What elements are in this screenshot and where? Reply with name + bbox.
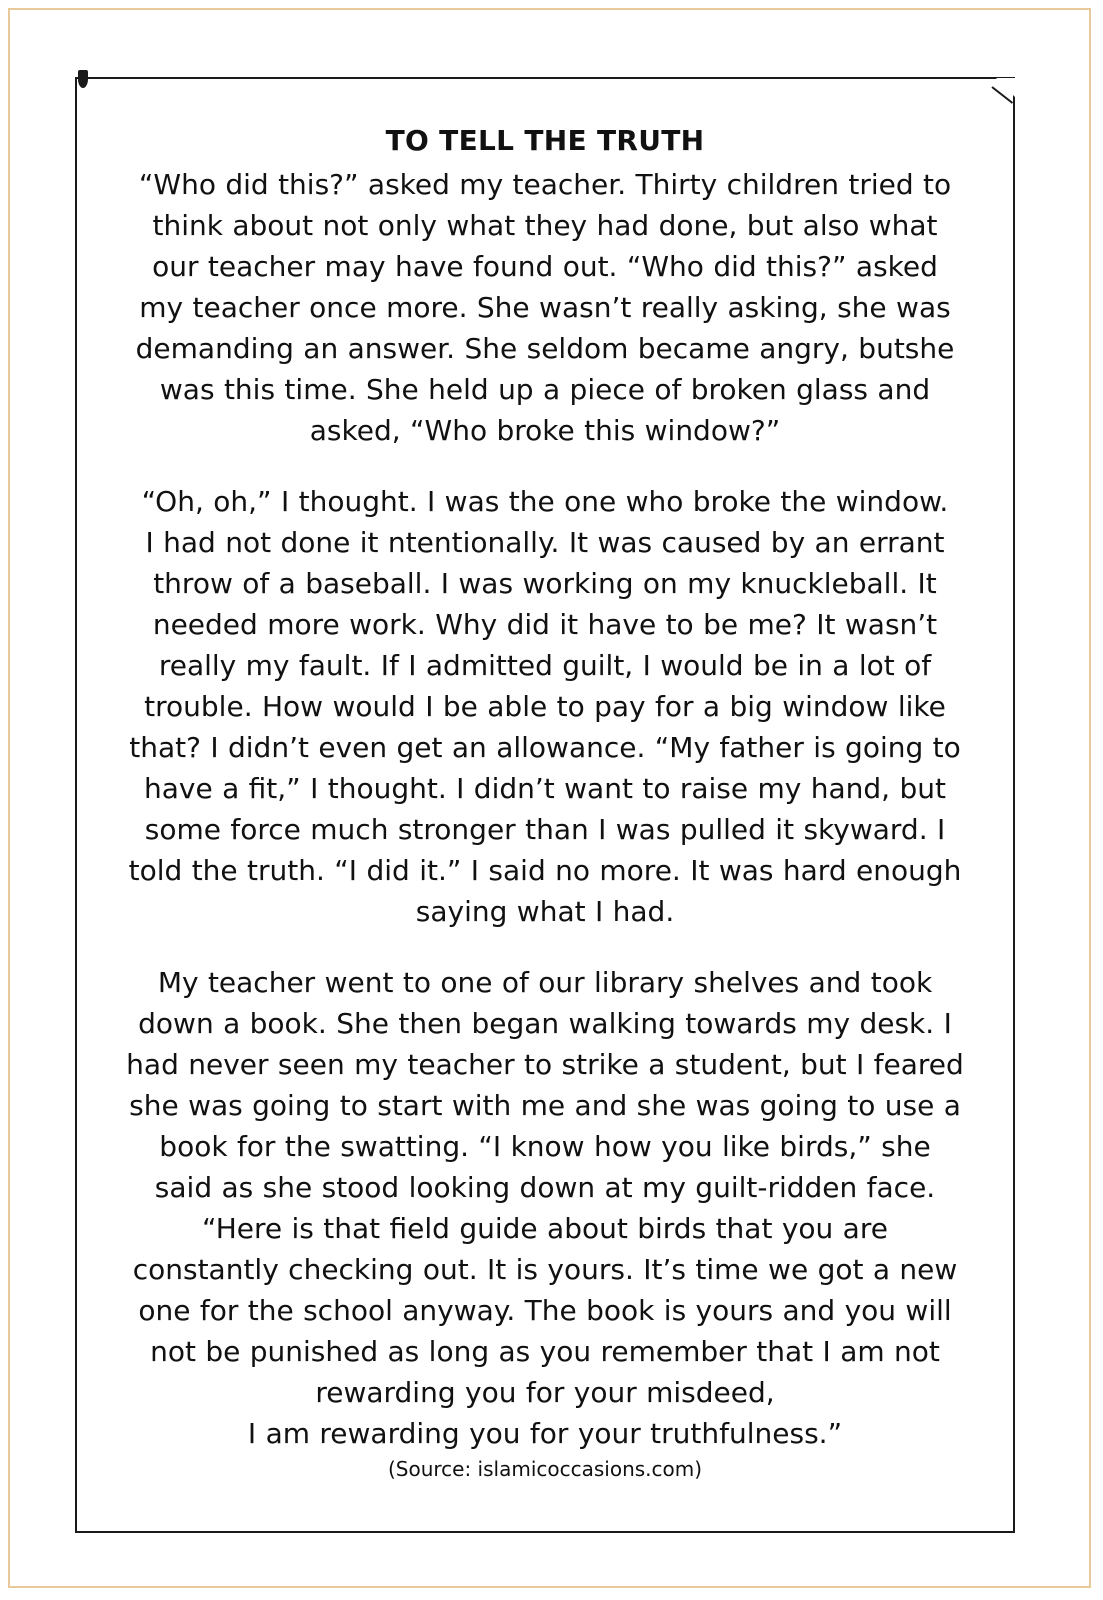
story-title: TO TELL THE TRUTH bbox=[385, 124, 705, 157]
story-paragraph-1: “Who did this?” asked my teacher. Thirty children tried to think about not only what they had done, but also what our teacher may have found out. “Who did this?” asked my teacher once more. She wasn’t really asking, she was demanding an answer. She seldom became angry, butshe was this time. She held up a piece of broken glass and asked, “Who broke this window?” bbox=[135, 168, 955, 447]
pushpin-icon bbox=[78, 70, 88, 88]
story-paragraph-2: “Oh, oh,” I thought. I was the one who broke the window. I had not done it ntentionally. It was caused by an errant throw of a baseball. I was working on my knuckleball. It needed more work. Why did it have to be me? It wasn’t really my fault. If I admitted guilt, I would be in a lot of trouble. How would I be able to pay for a big window like that? I didn’t even get an allowance. “My father is going to have a fit,” I thought. I didn’t want to raise my hand, but some force much stronger than I was pulled it skyward. I told the truth. “I did it.” I said no more. It was hard enough saying what I had. bbox=[128, 485, 962, 928]
page-curl-corner bbox=[996, 78, 1016, 98]
source-citation: (Source: islamicoccasions.com) bbox=[387, 1457, 703, 1481]
story-content bbox=[84, 118, 1006, 1484]
story-paragraph-3: My teacher went to one of our library shelves and took down a book. She then began walking towards my desk. I had never seen my teacher to strike a student, but I feared she was going to start with me and she was going to use a book for the swatting. “I know how you like birds,” she said as she stood looking down at my guilt-ridden face. “Here is that field guide about birds that you are constantly checking out. It is yours. It’s time we got a new one for the school anyway. The book is yours and you will not be punished as long as you remember that I am not rewarding you for your misdeed, I am rewarding you for your truthfulness.” bbox=[126, 966, 964, 1450]
